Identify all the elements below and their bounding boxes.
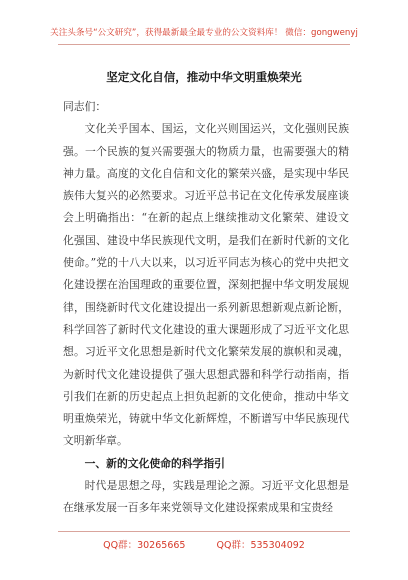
footer-qq-group-2: QQ群：535304092	[216, 540, 305, 551]
paragraph-1: 文化关乎国本、国运，文化兴则国运兴，文化强则民族强。一个民族的复兴需要强大的物质力量，也需要强大的精神力量。高度的文化自信和文化的繁荣兴盛，是实现中华民族伟大复兴的必然要求。习近平总书记在文化传承发展座谈会上明确指出：“在新的起点上继续推动文化繁荣、建设文化强国、建设中华民族现代文明，是我们在新时代新的文化使命。”党的十八大以来，以习近平同志为核心的党中央把文化建设摆在治国理政的重要位置，深刻把握中华文明发展规律，围绕新时代文化建设提出一系列新思想新观点新论断，科学回答了新时代文化建设的重大课题形成了习近平文化思想。习近平文化思想是新时代文化繁荣发展的旗帜和灵魂，为新时代文化建设提供了强大思想武器和科学行动指南，指引我们在新的历史起点上担负起新的文化使命，推动中华文明重焕荣光，铸就中华文化新辉煌，不断谱写中华民族现代文明新华章。	[63, 122, 349, 448]
header-divider	[58, 44, 350, 45]
footer-qq-group-1: QQ群：30265665	[103, 540, 186, 551]
document-title: 坚定文化自信，推动中华文明重焕荣光	[106, 70, 302, 84]
section-heading-1: 一、新的文化使命的科学指引	[84, 456, 225, 470]
paragraph-2: 时代是思想之母，实践是理论之源。习近平文化思想是在继承发展一百多年来党领导文化建设探索成果和宝贵经	[63, 479, 349, 515]
document-body	[63, 96, 349, 520]
footer-divider	[58, 531, 350, 532]
footer	[0, 537, 408, 551]
salutation: 同志们：	[63, 100, 107, 113]
header-banner: 关注头条号“公文研究”，获得最新最全最专业的公文资料库！ 微信：gongwenyj	[50, 28, 358, 38]
